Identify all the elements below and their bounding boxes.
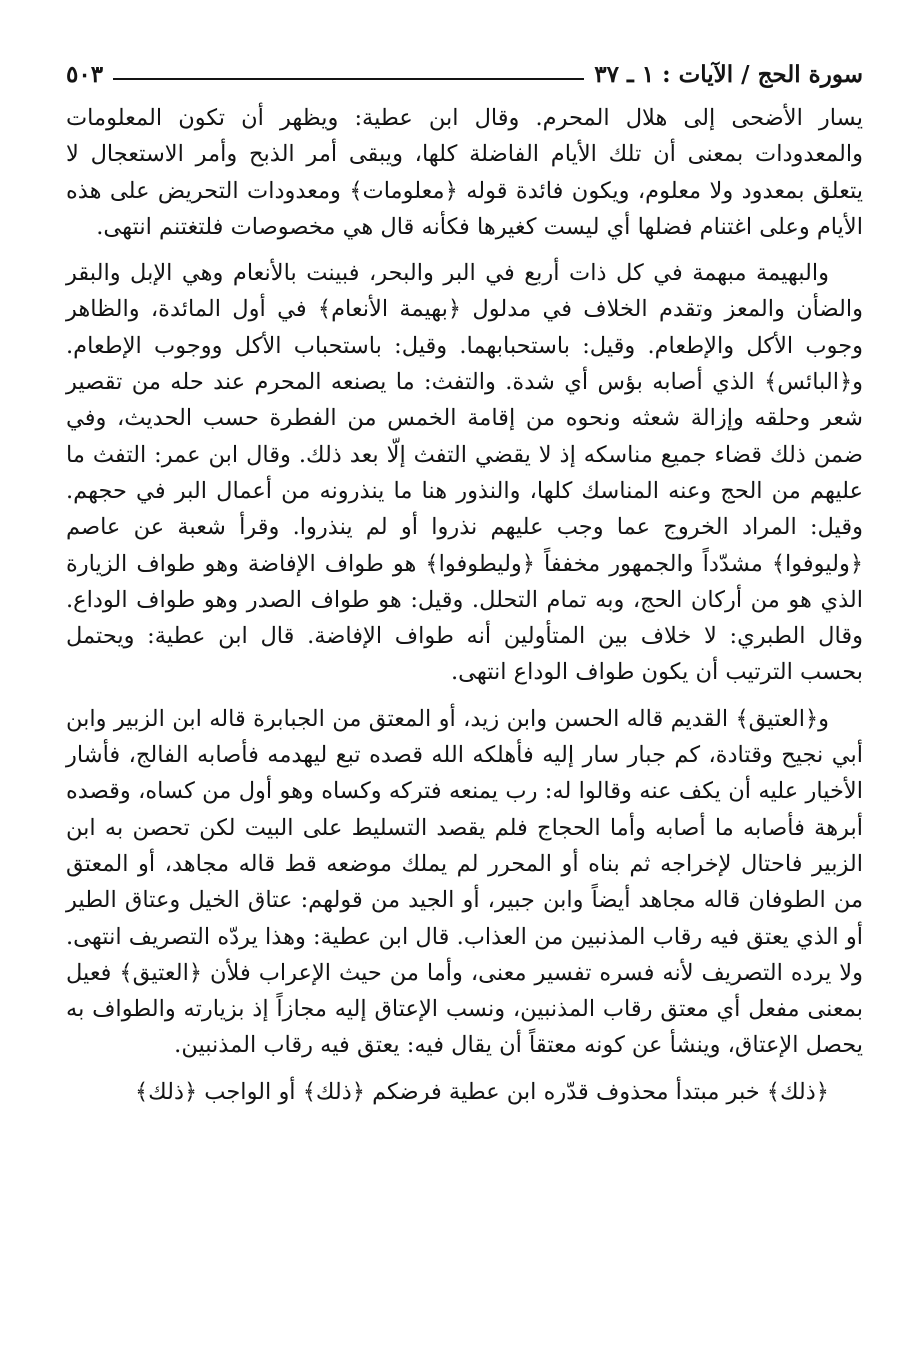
header-rule — [113, 78, 584, 80]
paragraph-2: والبهيمة مبهمة في كل ذات أربع في البر والبحر، فبينت بالأنعام وهي الإبل والبقر والضأن والمعز وتقدم الخلاف في مدلول ﴿بهيمة الأنعام﴾ في أول المائدة، والظاهر وجوب الأكل والإطعام. وقيل: باستحبابهما. وقيل: باستحباب الأكل ووجوب الإطعام. و﴿البائس﴾ الذي أصابه بؤس أي شدة. والتفث: ما يصنعه المحرم عند حله من تقصير شعر وحلقه وإزالة شعثه ونحوه من إقامة الخمس من الفطرة حسب الحديث، وفي ضمن ذلك قضاء جميع مناسكه إذ لا يقضي التفث إلّا بعد ذلك. وقال ابن عمر: التفث ما عليهم من الحج وعنه المناسك كلها، والنذور هنا ما ينذرونه من أعمال البر في حجهم. وقيل: المراد الخروج عما وجب عليهم نذروا أو لم ينذروا. وقرأ شعبة عن عاصم ﴿وليوفوا﴾ مشدّداً والجمهور مخففاً ﴿وليطوفوا﴾ هو طواف الإفاضة وهو طواف الزيارة الذي هو من أركان الحج، وبه تمام التحلل. وقيل: هو طواف الصدر وهو طواف الوداع. وقال الطبري: لا خلاف بين المتأولين أنه طواف الإفاضة. قال ابن عطية: ويحتمل بحسب الترتيب أن يكون طواف الوداع انتهى. — [66, 260, 863, 686]
surah-title: سورة الحج / الآيات : ١ ـ ٣٧ — [594, 61, 863, 88]
paragraph-1: يسار الأضحى إلى هلال المحرم. وقال ابن عطية: ويظهر أن تكون المعلومات والمعدودات بمعنى أن تلك الأيام الفاضلة كلها، ويبقى أمر الذبح وأمر الاستعجال لا يتعلق بمعدود ولا معلوم، ويكون فائدة قوله ﴿معلومات﴾ ومعدودات التحريض على هذه الأيام وعلى اغتنام فضلها أي ليست كغيرها فكأنه قال هي مخصوصات فلتغتنم انتهى. — [66, 105, 863, 240]
running-header — [66, 46, 863, 88]
page-number: ٥٠٣ — [66, 61, 104, 88]
paragraph-3: و﴿العتيق﴾ القديم قاله الحسن وابن زيد، أو المعتق من الجبابرة قاله ابن الزبير وابن أبي نجيح وقتادة، كم جبار سار إليه فأهلكه الله قصده تبع ليهدمه فأصابه الفالج، فأشار الأخيار عليه أن يكف عنه وقالوا له: رب يمنعه فتركه وكساه وهو أول من كساه، وقصده أبرهة فأصابه ما أصابه وأما الحجاج فلم يقصد التسليط على البيت لكن تحصن به ابن الزبير فاحتال لإخراجه ثم بناه أو المحرر لم يملك موضعه قط قاله مجاهد، أو المعتق من الطوفان قاله مجاهد أيضاً وابن جبير، أو الجيد من قولهم: عتاق الخيل وعتاق الطير أو الذي يعتق فيه رقاب المذنبين من العذاب. قال ابن عطية: وهذا يردّه التصريف انتهى. ولا يرده التصريف لأنه فسره تفسير معنى، وأما من حيث الإعراب فلأن ﴿العتيق﴾ فعيل بمعنى مفعل أي معتق رقاب المذنبين، ونسب الإعتاق إليه مجازاً إذ بزيارته والطواف به يحصل الإعتاق، وينشأ عن كونه معتقاً أن يقال فيه: يعتق فيه رقاب المذنبين. — [66, 705, 863, 1059]
paragraph-4: ﴿ذلك﴾ خبر مبتدأ محذوف قدّره ابن عطية فرضكم ﴿ذلك﴾ أو الواجب ﴿ذلك﴾ — [134, 1078, 829, 1105]
tafsir-body — [66, 100, 863, 1110]
